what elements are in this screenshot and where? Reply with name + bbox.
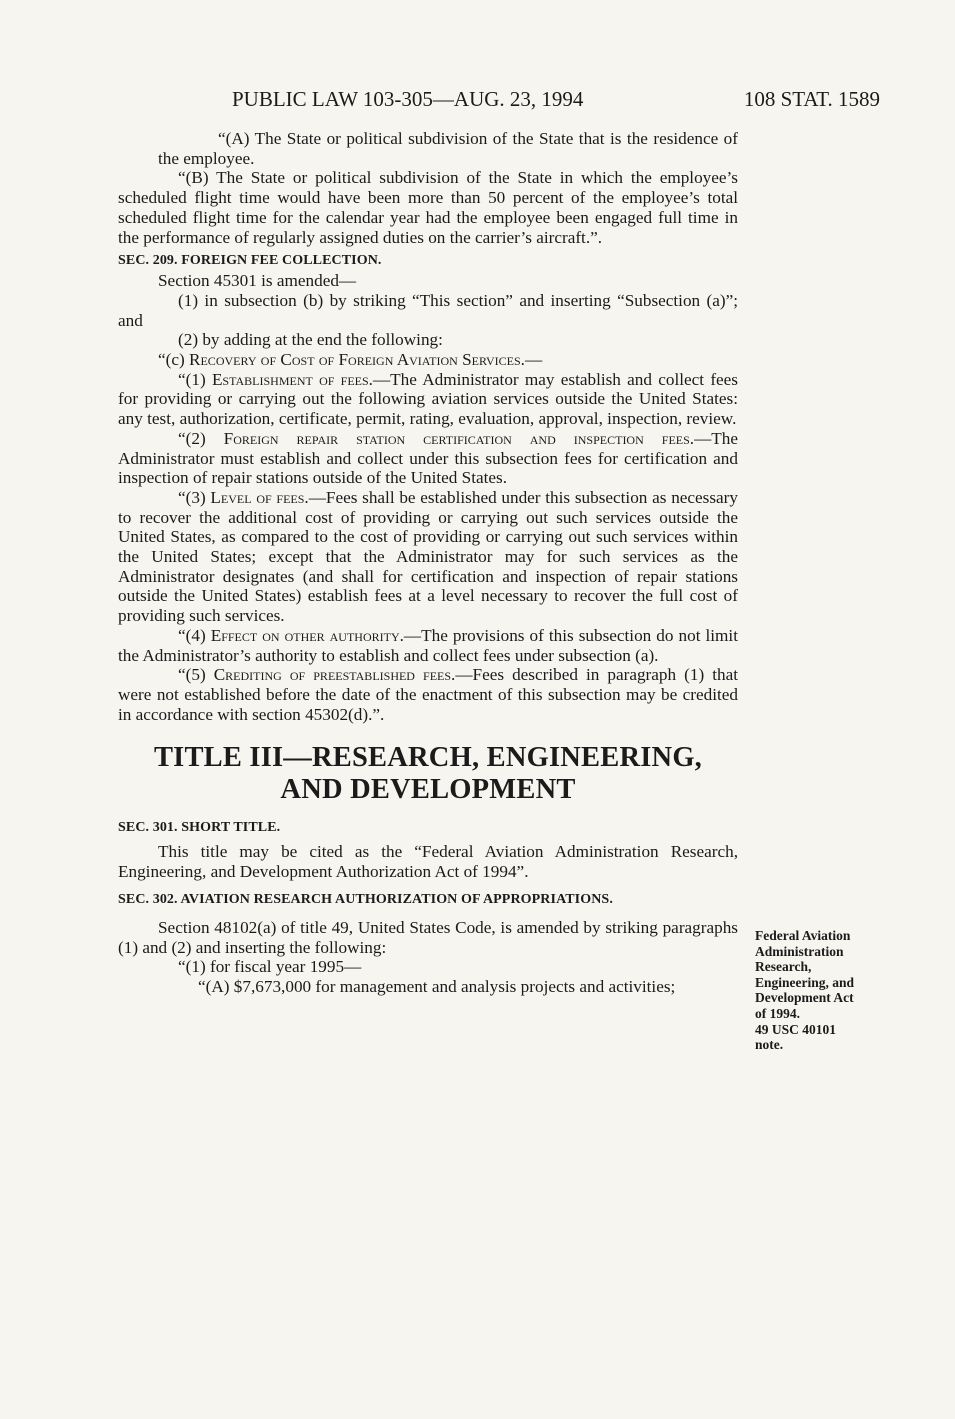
margin-note [755, 928, 885, 1053]
item-a-management: “(A) $7,673,000 for management and analysis projects and activities; [198, 976, 676, 996]
subsection-c-title: Recovery of Cost of Foreign Aviation Services. [189, 350, 525, 370]
short-title-text: This title may be cited as the “Federal Aviation Administration Research, Engineering, and Development Authorization Act of 1994”. [118, 842, 738, 882]
paragraph-c2 [118, 429, 738, 488]
paragraph-c1-text: —The Administrator may establish and collect fees for providing or carrying out the following aviation services outside the United States: any test, authorization, certificate, permit, rating, evaluation, approval, inspection, review. [118, 369, 738, 429]
section-302-heading: SEC. 302. AVIATION RESEARCH AUTHORIZATION OF APPROPRIATIONS. [118, 891, 613, 907]
paragraph-c3-lead: “(3) [178, 487, 211, 507]
paragraph-c1-title: Establishment of fees. [211, 369, 373, 389]
paragraph-c1 [118, 370, 738, 429]
margin-note-line-4: Engineering, and [755, 974, 855, 990]
paragraph-c1-lead: “(1) [178, 369, 212, 389]
amendment-2: (2) by adding at the end the following: [178, 330, 443, 350]
amendment-1: (1) in subsection (b) by striking “This section” and inserting “Subsection (a)”; and [118, 290, 738, 330]
section-45301-intro: Section 45301 is amended— [158, 271, 357, 291]
margin-note-line-3: Research, [755, 959, 812, 975]
paragraph-c2-title: Foreign repair station certification and inspection fees. [223, 428, 695, 448]
subsection-c-lead: “(c) [158, 350, 190, 370]
fiscal-year-1995: “(1) for fiscal year 1995— [178, 957, 362, 977]
margin-note-note: note. [755, 1037, 784, 1053]
title-line-1: TITLE III—RESEARCH, ENGINEERING, [153, 742, 703, 774]
paragraph-c4-lead: “(4) [178, 625, 211, 645]
margin-note-line-1: Federal Aviation [755, 928, 851, 943]
paragraph-c3-title: Level of fees. [210, 487, 309, 507]
paragraph-c4-text: —The provisions of this subsection do not limit the Administrator’s authority to establish and collect fees under subsection (a). [118, 625, 738, 665]
section-48102-text: Section 48102(a) of title 49, United States Code, is amended by striking paragraphs (1) and (2) and inserting the following: [118, 917, 738, 957]
paragraph-c3-text: —Fees shall be established under this subsection as necessary to recover the additional cost of providing or carrying out such services outside the United States, as compared to the cost of providing or carrying out such services within the United States; except that the Administrator may for such services as the Administrator designates (and shall for certification and inspection of repair stations outside the United States) establish fees at a level necessary to recover the full cost of providing such services. [118, 487, 738, 626]
subsection-c-heading [118, 350, 738, 370]
margin-note-line-2: Administration [755, 943, 844, 959]
paragraph-b: “(B) The State or political subdivision of the State in which the employee’s scheduled flight time would have been more than 50 percent of the employee’s total scheduled flight time for the calendar year had the employee been engaged full time in the performance of regularly assigned duties on the carrier’s aircraft.”. [118, 168, 738, 247]
title-iii-heading [118, 742, 738, 806]
section-209-heading: SEC. 209. FOREIGN FEE COLLECTION. [118, 253, 382, 269]
paragraph-a: “(A) The State or political subdivision of the State that is the residence of the employee. [158, 129, 738, 168]
paragraph-c2-lead: “(2) [178, 428, 224, 448]
paragraph-c2-text: —The Administrator must establish and collect under this subsection fees for certification and inspection of repair stations outside of the United States. [118, 428, 738, 488]
title-line-2: AND DEVELOPMENT [280, 774, 576, 806]
paragraph-c4 [118, 626, 738, 665]
margin-note-line-6: of 1994. [755, 1005, 800, 1021]
stat-page-number: 108 STAT. 1589 [743, 87, 880, 111]
running-title: PUBLIC LAW 103-305—AUG. 23, 1994 [232, 87, 584, 111]
paragraph-c3 [118, 488, 738, 626]
subsection-c-dash: — [524, 350, 543, 370]
page-header [118, 86, 880, 112]
margin-note-line-5: Development Act [755, 990, 854, 1006]
paragraph-c5-text: —Fees described in paragraph (1) that were not established before the date of the enactment of this subsection may be credited in accordance with section 45302(d).”. [118, 665, 738, 724]
section-301-heading: SEC. 301. SHORT TITLE. [118, 820, 281, 836]
margin-note-usc-ref: 49 USC 40101 [755, 1021, 837, 1037]
body-text [118, 129, 738, 997]
paragraph-c5-lead: “(5) [178, 665, 214, 685]
paragraph-c4-title: Effect on other authority. [210, 625, 404, 645]
paragraph-c5 [118, 665, 738, 724]
paragraph-c5-title: Crediting of preestablished fees. [213, 665, 456, 685]
